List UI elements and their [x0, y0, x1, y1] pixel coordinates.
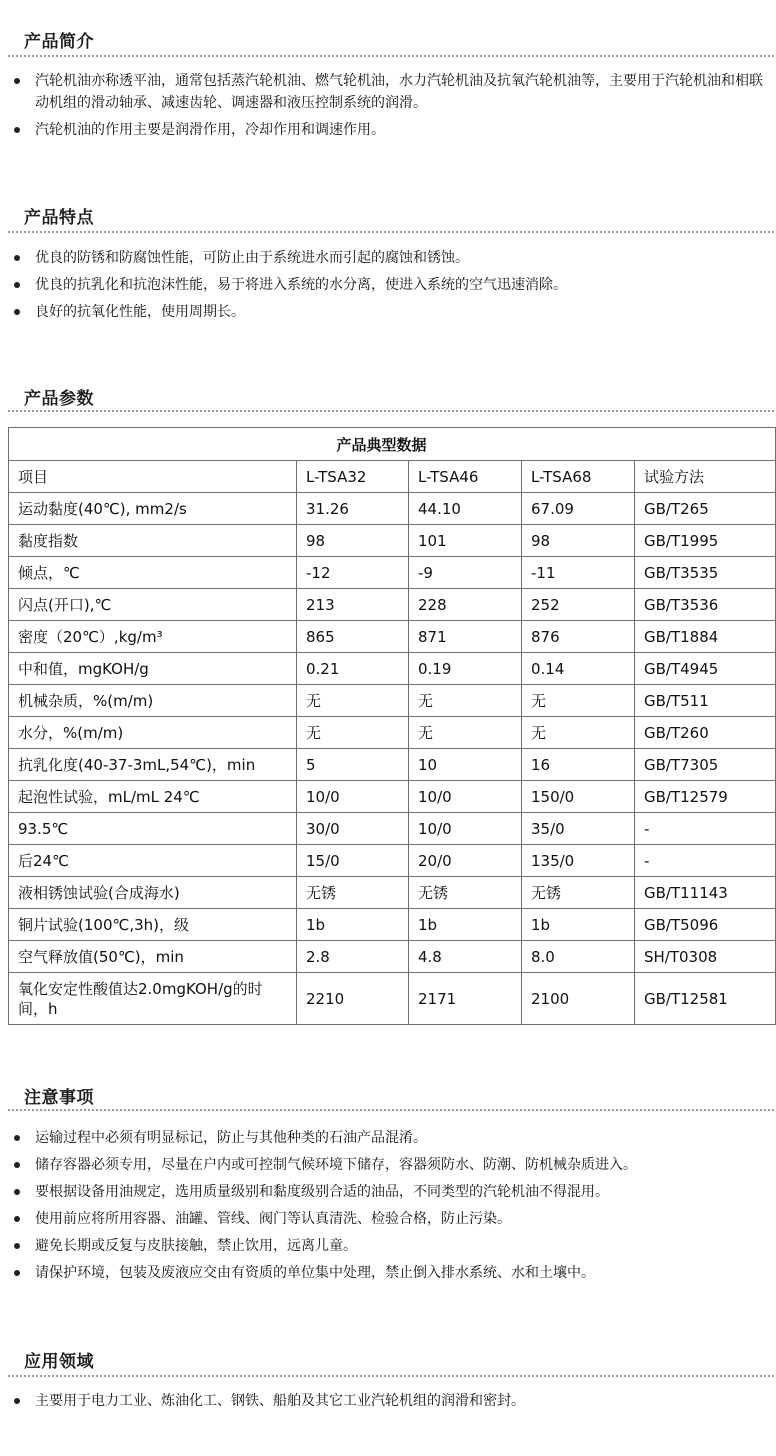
table-cell: 16 — [522, 749, 635, 781]
table-cell: 135/0 — [522, 845, 635, 877]
table-cell: 15/0 — [297, 845, 409, 877]
table-row — [9, 973, 776, 1025]
table-cell: 213 — [297, 589, 409, 621]
table-cell: GB/T260 — [635, 717, 776, 749]
bullet-icon — [14, 1243, 20, 1249]
bullet-icon — [14, 78, 20, 84]
table-cell: 密度（20℃）,kg/m³ — [9, 621, 297, 653]
bullet-icon — [14, 1189, 20, 1195]
table-cell: 10/0 — [409, 781, 522, 813]
table-row — [9, 749, 776, 781]
table-cell: 150/0 — [522, 781, 635, 813]
table-cell: - — [635, 845, 776, 877]
table-cell: GB/T265 — [635, 493, 776, 525]
table-cell: 4.8 — [409, 941, 522, 973]
table-cell: 30/0 — [297, 813, 409, 845]
bullet-icon — [14, 1216, 20, 1222]
bullet-icon — [14, 282, 20, 288]
notes-list — [0, 1127, 776, 1289]
table-cell: 无锈 — [409, 877, 522, 909]
table-cell: 运动黏度(40℃), mm2/s — [9, 493, 297, 525]
table-row — [9, 845, 776, 877]
list-item: 要根据设备用油规定，选用质量级别和黏度级别合适的油品，不同类型的汽轮机油不得混用。 — [0, 1181, 776, 1203]
table-row — [9, 557, 776, 589]
table-cell: 氧化安定性酸值达2.0mgKOH/g的时间，h — [9, 973, 297, 1025]
table-cell: GB/T4945 — [635, 653, 776, 685]
column-header: 试验方法 — [635, 461, 776, 493]
table-cell: 2.8 — [297, 941, 409, 973]
table-cell: 0.21 — [297, 653, 409, 685]
table-cell: 10 — [409, 749, 522, 781]
table-cell: 闪点(开口),℃ — [9, 589, 297, 621]
bullet-icon — [14, 127, 20, 133]
applications-divider — [8, 1375, 774, 1377]
table-cell: 中和值，mgKOH/g — [9, 653, 297, 685]
table-cell: 无锈 — [297, 877, 409, 909]
intro-title: 产品简介 — [24, 32, 94, 52]
column-header: 项目 — [9, 461, 297, 493]
table-cell: 31.26 — [297, 493, 409, 525]
table-cell: 98 — [522, 525, 635, 557]
table-cell: 5 — [297, 749, 409, 781]
list-item: 使用前应将所用容器、油罐、管线、阀门等认真清洗、检验合格，防止污染。 — [0, 1208, 776, 1230]
list-item: 储存容器必须专用，尽量在户内或可控制气候环境下储存，容器须防水、防潮、防机械杂质进入。 — [0, 1154, 776, 1176]
table-cell: 8.0 — [522, 941, 635, 973]
table-cell: GB/T7305 — [635, 749, 776, 781]
table-cell: 20/0 — [409, 845, 522, 877]
table-cell: 1b — [297, 909, 409, 941]
table-cell: GB/T3535 — [635, 557, 776, 589]
table-cell: 10/0 — [297, 781, 409, 813]
table-cell: 水分，%(m/m) — [9, 717, 297, 749]
table-cell: GB/T1995 — [635, 525, 776, 557]
table-cell: 1b — [409, 909, 522, 941]
table-cell: 0.14 — [522, 653, 635, 685]
table-cell: 空气释放值(50℃)，min — [9, 941, 297, 973]
table-cell: 黏度指数 — [9, 525, 297, 557]
table-cell: 93.5℃ — [9, 813, 297, 845]
table-header-row — [9, 461, 776, 493]
table-cell: 35/0 — [522, 813, 635, 845]
table-cell: 876 — [522, 621, 635, 653]
table-cell: -9 — [409, 557, 522, 589]
list-item: 优良的防锈和防腐蚀性能，可防止由于系统进水而引起的腐蚀和锈蚀。 — [0, 247, 776, 269]
list-item: 运输过程中必须有明显标记，防止与其他种类的石油产品混淆。 — [0, 1127, 776, 1149]
table-cell: GB/T12581 — [635, 973, 776, 1025]
table-cell: GB/T511 — [635, 685, 776, 717]
table-row — [9, 781, 776, 813]
table-title-row — [9, 428, 776, 461]
column-header: L-TSA46 — [409, 461, 522, 493]
bullet-icon — [14, 1162, 20, 1168]
notes-divider — [8, 1109, 774, 1111]
table-cell: GB/T11143 — [635, 877, 776, 909]
table-cell: 机械杂质，%(m/m) — [9, 685, 297, 717]
column-header: L-TSA68 — [522, 461, 635, 493]
table-cell: 2210 — [297, 973, 409, 1025]
params-table — [8, 427, 776, 1025]
notes-title: 注意事项 — [24, 1088, 94, 1108]
table-cell: GB/T3536 — [635, 589, 776, 621]
table-cell: 101 — [409, 525, 522, 557]
bullet-icon — [14, 1398, 20, 1404]
table-row — [9, 653, 776, 685]
features-divider — [8, 231, 774, 233]
table-cell: -11 — [522, 557, 635, 589]
table-cell: 1b — [522, 909, 635, 941]
table-cell: 2171 — [409, 973, 522, 1025]
list-item: 优良的抗乳化和抗泡沫性能，易于将进入系统的水分离，使进入系统的空气迅速消除。 — [0, 274, 776, 296]
table-row — [9, 493, 776, 525]
params-divider — [8, 410, 774, 412]
table-row — [9, 909, 776, 941]
table-cell: 无 — [297, 685, 409, 717]
table-cell: 起泡性试验，mL/mL 24℃ — [9, 781, 297, 813]
table-cell: 后24℃ — [9, 845, 297, 877]
table-cell: 无 — [409, 717, 522, 749]
table-cell: 865 — [297, 621, 409, 653]
applications-title: 应用领域 — [24, 1352, 94, 1372]
table-cell: 无 — [522, 685, 635, 717]
table-cell: 10/0 — [409, 813, 522, 845]
table-cell: 无 — [409, 685, 522, 717]
features-list — [0, 247, 776, 328]
list-item: 请保护环境，包装及废液应交由有资质的单位集中处理，禁止倒入排水系统、水和土壤中。 — [0, 1262, 776, 1284]
table-cell: GB/T1884 — [635, 621, 776, 653]
column-header: L-TSA32 — [297, 461, 409, 493]
table-row — [9, 621, 776, 653]
table-title: 产品典型数据 — [297, 428, 776, 461]
table-cell: GB/T12579 — [635, 781, 776, 813]
table-cell: 液相锈蚀试验(合成海水) — [9, 877, 297, 909]
intro-list — [0, 70, 776, 146]
list-item: 汽轮机油亦称透平油，通常包括蒸汽轮机油、燃气轮机油，水力汽轮机油及抗氧汽轮机油等，主要用于汽轮机油和相联动机组的滑动轴承、减速齿轮、调速器和液压控制系统的润滑。 — [0, 70, 776, 114]
features-title: 产品特点 — [24, 208, 94, 228]
table-cell: 2100 — [522, 973, 635, 1025]
bullet-icon — [14, 1135, 20, 1141]
table-cell: 0.19 — [409, 653, 522, 685]
table-cell: 铜片试验(100℃,3h)，级 — [9, 909, 297, 941]
table-cell: 无锈 — [522, 877, 635, 909]
table-row — [9, 813, 776, 845]
bullet-icon — [14, 255, 20, 261]
table-cell: 228 — [409, 589, 522, 621]
table-row — [9, 877, 776, 909]
intro-divider — [8, 55, 774, 57]
table-row — [9, 685, 776, 717]
table-row — [9, 525, 776, 557]
table-cell: 67.09 — [522, 493, 635, 525]
table-cell: 无 — [522, 717, 635, 749]
table-cell: 98 — [297, 525, 409, 557]
table-row — [9, 941, 776, 973]
list-item: 汽轮机油的作用主要是润滑作用，冷却作用和调速作用。 — [0, 119, 776, 141]
table-cell: 871 — [409, 621, 522, 653]
table-row — [9, 717, 776, 749]
params-title: 产品参数 — [24, 389, 94, 409]
list-item: 主要用于电力工业、炼油化工、钢铁、船舶及其它工业汽轮机组的润滑和密封。 — [0, 1390, 776, 1412]
table-cell: -12 — [297, 557, 409, 589]
table-cell: GB/T5096 — [635, 909, 776, 941]
table-row — [9, 589, 776, 621]
table-cell: 44.10 — [409, 493, 522, 525]
table-cell: 抗乳化度(40-37-3mL,54℃)，min — [9, 749, 297, 781]
table-cell: 252 — [522, 589, 635, 621]
list-item: 避免长期或反复与皮肤接触，禁止饮用，远离儿童。 — [0, 1235, 776, 1257]
applications-list — [0, 1390, 776, 1417]
bullet-icon — [14, 309, 20, 315]
table-cell: 无 — [297, 717, 409, 749]
table-title-cell — [9, 428, 297, 461]
table-cell: - — [635, 813, 776, 845]
table-cell: 倾点，℃ — [9, 557, 297, 589]
bullet-icon — [14, 1270, 20, 1276]
table-cell: SH/T0308 — [635, 941, 776, 973]
list-item: 良好的抗氧化性能，使用周期长。 — [0, 301, 776, 323]
